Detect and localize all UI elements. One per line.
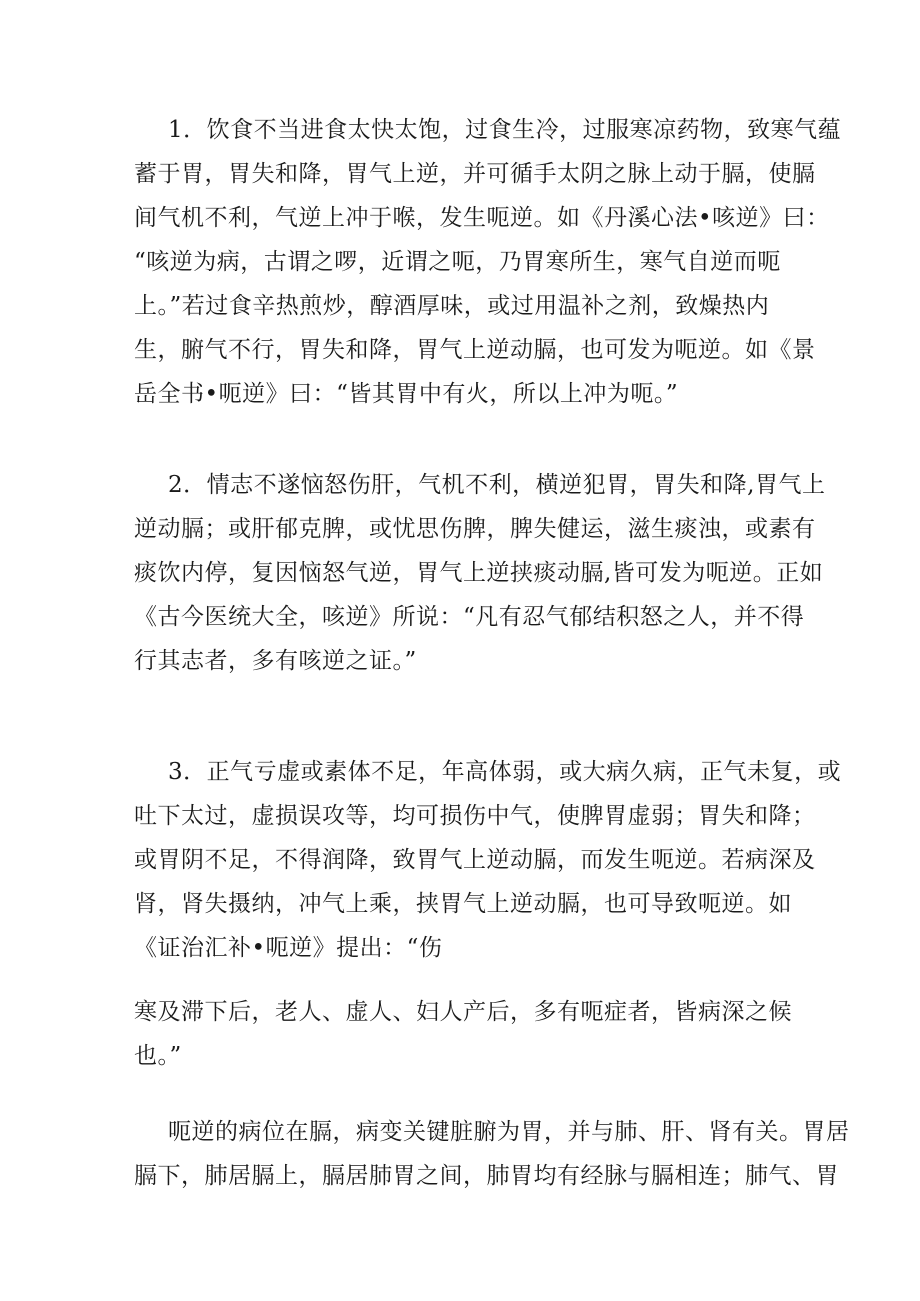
text-line: 2．情志不遂恼怒伤肝，气机不利，横逆犯胃，胃失和降,胃气上 (168, 472, 826, 498)
text-line: 1．饮食不当进食太快太饱，过食生冷，过服寒凉药物，致寒气蕴 (168, 117, 842, 143)
text-line: 《古今医统大全，咳逆》所说：“凡有忍气郁结积怒之人，并不得 (134, 604, 805, 630)
text-line: 《证治汇补•呃逆》提出：“伤 (134, 935, 443, 961)
text-line: 吐下太过，虚损误攻等，均可损伤中气，使脾胃虚弱；胃失和降； (134, 803, 816, 829)
text-line: 也。” (134, 1043, 182, 1069)
text-line: 间气机不利，气逆上冲于喉，发生呃逆。如《丹溪心法•咳逆》曰： (134, 205, 830, 231)
text-line: 3．正气亏虚或素体不足，年高体弱，或大病久病，正气未复，或 (168, 759, 842, 785)
paragraph-disease-location (134, 1110, 850, 1198)
text-line: 膈下，肺居膈上，膈居肺胃之间，肺胃均有经脉与膈相连；肺气、胃 (134, 1163, 839, 1189)
paragraph-deficiency-cause (134, 750, 842, 970)
text-line: 寒及滞下后，老人、虚人、妇人产后，多有呃症者，皆病深之候 (134, 999, 792, 1025)
text-line: “咳逆为病，古谓之啰，近谓之呃，乃胃寒所生，寒气自逆而呃 (134, 249, 781, 275)
text-line: 肾，肾失摄纳，冲气上乘，挟胃气上逆动膈，也可导致呃逆。如 (134, 891, 792, 917)
text-line: 岳全书•呃逆》曰：“皆其胃中有火，所以上冲为呃。” (134, 381, 679, 407)
text-line: 逆动膈；或肝郁克脾，或忧思伤脾，脾失健运，滋生痰浊，或素有 (134, 516, 816, 542)
text-line: 呃逆的病位在膈，病变关键脏腑为胃，并与肺、肝、肾有关。胃居 (168, 1119, 850, 1145)
paragraph-emotional-cause (134, 463, 826, 683)
paragraph-dietary-cause (134, 108, 842, 416)
text-line: 痰饮内停，复因恼怒气逆，胃气上逆挟痰动膈,皆可发为呃逆。正如 (134, 560, 824, 586)
text-line: 蓄于胃，胃失和降，胃气上逆，并可循手太阴之脉上动于膈，使膈 (134, 161, 816, 187)
text-line: 上。”若过食辛热煎炒，醇酒厚味，或过用温补之剂，致燥热内 (134, 293, 770, 319)
text-line: 生，腑气不行，胃失和降，胃气上逆动膈，也可发为呃逆。如《景 (134, 337, 816, 363)
text-line: 行其志者，多有咳逆之证。” (134, 648, 417, 674)
text-line: 或胃阴不足，不得润降，致胃气上逆动膈，而发生呃逆。若病深及 (134, 847, 816, 873)
paragraph-deficiency-continued (134, 990, 794, 1078)
